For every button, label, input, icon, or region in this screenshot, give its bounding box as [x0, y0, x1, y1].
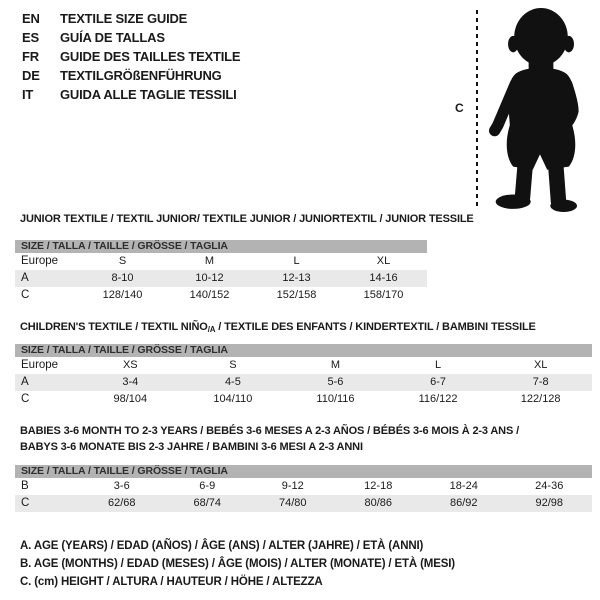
table-row	[15, 287, 427, 304]
table-cell: 62/68	[107, 497, 136, 509]
legend-note: A. AGE (YEARS) / EDAD (AÑOS) / ÂGE (ANS) / ALTER (JAHRE) / ETÀ (ANNI)	[20, 540, 424, 552]
table-cell: 9-12	[281, 480, 304, 492]
table-header-bar: SIZE / TALLA / TAILLE / GRÖSSE / TAGLIA	[15, 344, 592, 357]
table-cell: S	[229, 359, 237, 371]
table-cell: 8-10	[111, 272, 134, 284]
measure-c-label: C	[455, 101, 464, 115]
table-cell: S	[118, 255, 127, 267]
table-row	[15, 374, 592, 391]
table-cell: 68/74	[193, 497, 222, 509]
table-cell: 140/152	[189, 289, 230, 301]
table-cell: XL	[533, 359, 548, 371]
table-cell: 152/158	[276, 289, 317, 301]
table-row	[15, 495, 592, 512]
language-list	[22, 9, 240, 104]
baby-silhouette-icon	[484, 6, 598, 212]
table-cell: 12-18	[364, 480, 393, 492]
table-cell: XL	[376, 255, 391, 267]
table-cell: 7-8	[532, 376, 549, 388]
row-label: Europe	[21, 359, 59, 371]
legend-notes	[20, 537, 455, 591]
table-cell: 86/92	[449, 497, 478, 509]
table-cell: 24-36	[535, 480, 564, 492]
language-row	[22, 85, 240, 104]
junior-section-title: JUNIOR TEXTILE / TEXTIL JUNIOR/ TEXTILE JUNIOR / JUNIORTEXTIL / JUNIOR TESSILE	[20, 213, 474, 225]
table-row	[15, 357, 592, 374]
babies-title-line1: BABIES 3-6 MONTH TO 2-3 YEARS / BEBÉS 3-6 MESES A 2-3 AÑOS / BÉBÉS 3-6 MOIS À 2-3 ANS /	[20, 425, 519, 437]
children-title-subscript: /A	[207, 325, 216, 334]
table-cell: 6-9	[199, 480, 216, 492]
table-cell: 128/140	[102, 289, 143, 301]
table-header-bar: SIZE / TALLA / TAILLE / GRÖSSE / TAGLIA	[15, 240, 427, 253]
language-code: IT	[22, 87, 34, 102]
junior-size-table	[15, 240, 427, 304]
table-cell: 116/122	[418, 393, 458, 405]
babies-size-table	[15, 465, 592, 512]
table-cell: 80/86	[364, 497, 393, 509]
language-code: ES	[22, 30, 39, 45]
children-size-table	[15, 344, 592, 408]
language-label: TEXTILE SIZE GUIDE	[60, 11, 188, 26]
table-cell: 10-12	[195, 272, 224, 284]
children-title-text-end: / TEXTILE DES ENFANTS / KINDERTEXTIL / BAMBINI TESSILE	[215, 321, 536, 333]
children-section-title	[20, 319, 536, 335]
row-label: A	[21, 272, 29, 284]
row-label: C	[21, 393, 30, 405]
table-cell: 92/98	[535, 497, 564, 509]
table-cell: 3-4	[122, 376, 139, 388]
legend-note: C. (cm) HEIGHT / ALTURA / HAUTEUR / HÖHE / ALTEZZA	[20, 576, 323, 588]
language-label: GUÍA DE TALLAS	[60, 30, 165, 45]
table-cell: M	[204, 255, 215, 267]
row-label: A	[21, 376, 29, 388]
table-row	[15, 253, 427, 270]
table-cell: 6-7	[430, 376, 447, 388]
table-cell: 18-24	[449, 480, 478, 492]
table-cell: 158/170	[363, 289, 404, 301]
row-label: B	[21, 480, 29, 492]
language-row	[22, 66, 240, 85]
height-measure-figure	[450, 4, 600, 216]
table-cell: 12-13	[282, 272, 311, 284]
children-title-text: CHILDREN'S TEXTILE / TEXTIL NIÑO	[20, 321, 208, 333]
table-cell: M	[330, 359, 341, 371]
language-code: DE	[22, 68, 40, 83]
row-label: Europe	[21, 255, 59, 267]
table-row	[15, 270, 427, 287]
babies-section-title	[20, 423, 519, 453]
language-label: GUIDA ALLE TAGLIE TESSILI	[60, 87, 237, 102]
table-cell: L	[435, 359, 442, 371]
table-cell: 122/128	[520, 393, 561, 405]
table-row	[15, 478, 592, 495]
row-label: C	[21, 289, 30, 301]
table-cell: 4-5	[224, 376, 241, 388]
table-cell: 5-6	[327, 376, 344, 388]
language-label: GUIDE DES TAILLES TEXTILE	[60, 49, 241, 64]
language-row	[22, 47, 240, 66]
table-cell: XS	[122, 359, 138, 371]
table-row	[15, 391, 592, 408]
table-cell: L	[293, 255, 300, 267]
row-label: C	[21, 497, 30, 509]
table-cell: 98/104	[113, 393, 148, 405]
babies-title-line2: BABYS 3-6 MONATE BIS 2-3 JAHRE / BAMBINI 3-6 MESI A 2-3 ANNI	[20, 441, 363, 453]
table-cell: 14-16	[369, 272, 398, 284]
language-row	[22, 28, 240, 47]
table-cell: 3-6	[113, 480, 130, 492]
language-label: TEXTILGRÖßENFÜHRUNG	[60, 68, 222, 83]
dashed-measure-line	[476, 10, 478, 208]
table-cell: 104/110	[213, 393, 253, 405]
legend-note: B. AGE (MONTHS) / EDAD (MESES) / ÂGE (MOIS) / ALTER (MONATE) / ETÀ (MESI)	[20, 558, 455, 570]
table-cell: 110/116	[316, 393, 355, 405]
table-header-bar: SIZE / TALLA / TAILLE / GRÖSSE / TAGLIA	[15, 465, 592, 478]
language-row	[22, 9, 240, 28]
language-code: EN	[22, 11, 40, 26]
language-code: FR	[22, 49, 39, 64]
table-cell: 74/80	[278, 497, 307, 509]
